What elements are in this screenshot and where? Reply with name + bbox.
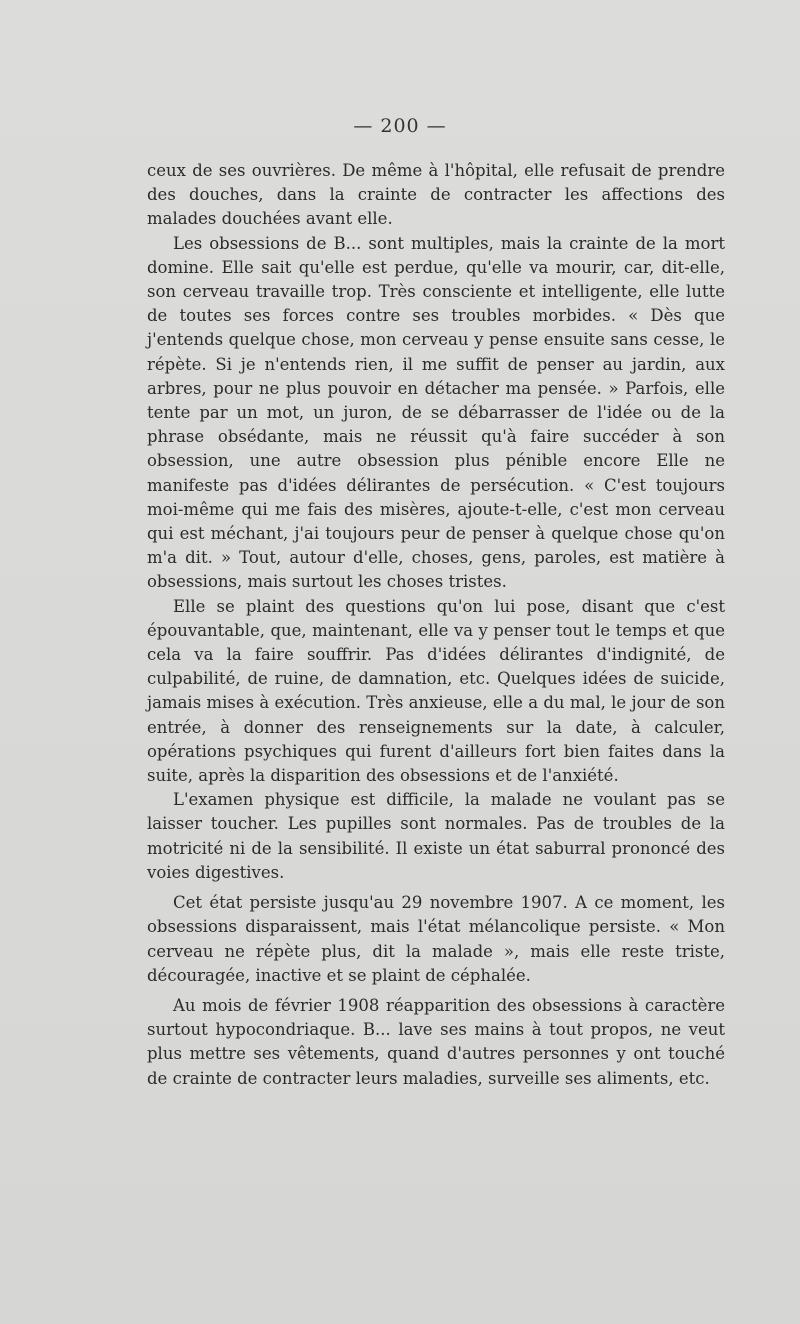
paragraph-questions: Elle se plaint des questions qu'on lui pose, disant que c'est épouvantable, que, maintenant, elle va y penser tout le temps et que cela va la faire souffrir. Pas d'idées délirantes d'indignité, de culpabilité, de ruine, de damnation, etc. Quelques idées de suicide, jamais mises à exécution. Très anxieuse, elle a du mal, le jour de son entrée, à donner des renseignements sur la date, à calculer, opérations psychiques qui furent d'ailleurs fort bien faites dans la suite, après la disparition des obsessions et de l'anxiété. [147,596,725,786]
paragraph-november: Cet état persiste jusqu'au 29 novembre 1907. A ce moment, les obsessions disparaissent, mais l'état mélancolique persiste. « Mon cerveau ne répète plus, dit la malade », mais elle reste triste, découragée, inactive et se plaint de céphalée. [147,893,725,985]
body-text [147,159,725,1091]
paragraph-obsessions: Les obsessions de B... sont multiples, mais la crainte de la mort domine. Elle sait qu'elle est perdue, qu'elle va mourir, car, dit-elle, son cerveau travaille trop. Très consciente et intelligente, elle lutte de toutes ses forces contre ses troubles morbides. « Dès que j'entends quelque chose, mon cerveau y pense ensuite sans cesse, le répète. Si je n'entends rien, il me suffit de penser au jardin, aux arbres, pour ne plus pouvoir en détacher ma pensée. » Parfois, elle tente par un mot, un juron, de se débarrasser de l'idée ou de la phrase obsédante, mais ne réussit qu'à faire succéder à son obsession, une autre obsession plus pénible encore Elle ne manifeste pas d'idées délirantes de persécution. « C'est toujours moi-même qui me fais des misères, ajoute-t-elle, c'est mon cerveau qui est méchant, j'ai toujours peur de penser à quelque chose qu'on m'a dit. » Tout, autour d'elle, choses, gens, paroles, est matière à obsessions, mais surtout les choses tristes. [147,233,725,592]
paragraph-continuation: ceux de ses ouvrières. De même à l'hôpital, elle refusait de prendre des douches, dans la crainte de contracter les affections des malades douchées avant elle. [147,161,725,229]
paragraph-february: Au mois de février 1908 réapparition des obsessions à caractère surtout hypocondriaque. B... lave ses mains à tout propos, ne veut plus mettre ses vêtements, quand d'autres personnes y ont touché de crainte de contracter leurs maladies, surveille ses aliments, etc. [147,995,725,1088]
paragraph-physical-exam: L'examen physique est difficile, la malade ne voulant pas se laisser toucher. Les pupilles sont normales. Pas de troubles de la motricité ni de la sensibilité. Il existe un état saburral prononcé des voies digestives. [147,790,725,882]
page-number: — 200 — [353,115,447,137]
